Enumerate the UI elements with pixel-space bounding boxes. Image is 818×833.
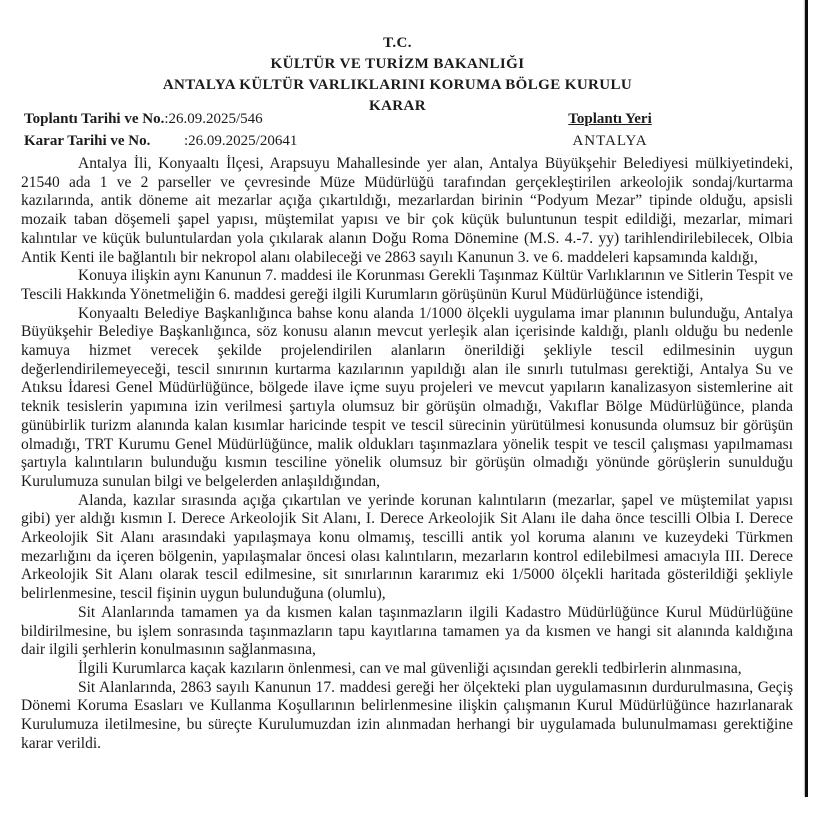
header-republic-line: T.C. (383, 35, 412, 51)
decision-paragraph-3: Konyaaltı Belediye Başkanlığınca bahse konu alanda 1/1000 ölçekli uygulama imar planının bulunduğu, Antalya Büyükşehir Belediye Başkanlığınca, söz konusu alanın mevcut yerleşik alan içerisinde kaldığı, planlı olduğu bu nedenle kamuya hizmet verecek şekilde projelendirilen alanların önerildiği şekliyle tescil edilmesinin uygun değerlendirilemeyeceği, tescil sınırının kurtarma kazılarının yapıldığı alan ile sınırlı tutulması gerektiği, Antalya Su ve Atıksu İdaresi Genel Müdürlüğünce, bölgede ilave içme suyu projeleri ve mevcut yapıların kanalizasyon sistemlerine ait teknik tesislerin yapımına izin verilmesi şartıyla olumsuz bir görüşün olmadığı, Vakıflar Bölge Müdürlüğünce, planda günübirlik turizm alanında kalan kısımlar haricinde tespit ve tescil sürecinin yürütülmesi konusunda olumsuz bir görüşün olmadığı, TRT Kurumu Genel Müdürlüğünce, malik oldukları taşınmazlara yönelik tespit ve tescil çalışması yapılmaması şartıyla kalıntıların bulunduğu kısmın tesciline yönelik olumsuz bir görüşün olmadığı yönünde görüşlerin sunulduğu Kurulumuza sunulan bilgi ve belgelerden anlaşıldığından, (21, 304, 793, 490)
meeting-date-label: Toplantı Tarihi ve No. (24, 111, 165, 127)
decision-date-label: Karar Tarihi ve No. (24, 132, 151, 149)
meeting-place-block (525, 109, 695, 152)
document-header (0, 33, 795, 117)
decision-paragraph-4: Alanda, kazılar sırasında açığa çıkartılan ve yerinde korunan kalıntıların (mezarlar, şapel ve müştemilat yapısı gibi) yer aldığı kısmın I. Derece Arkeolojik Sit Alanı, I. Derece Arkeolojik Sit Alanı ile daha önce tescilli Olbia I. Derece Arkeolojik Sit Alanı arasındaki yapılaşmaya konu olmamış, tescilli antik yol koruma alanını ve kuzeydeki Türkmen mezarlığını da içeren bölgenin, yapılaşmalar öncesi olası kalıntıların, mezarların kontrol edilebilmesi amacıyla III. Derece Arkeolojik Sit Alanı olarak tescil edilmesine, sit sınırlarının kararımız eki 1/5000 ölçekli haritada gösterildiği şekliyle belirlenmesine, tescil fişinin uygun bulunduğuna (olumlu), (21, 491, 793, 603)
decision-paragraph-5: Sit Alanlarında tamamen ya da kısmen kalan taşınmazların ilgili Kadastro Müdürlüğünce Kurul Müdürlüğüne bildirilmesine, bu işlem sonrasında taşınmazların tapu kayıtlarına tamamen ya da kısmen ve hangi sit alanında kaldığına dair ilgili şerhlerin konulmasının sağlanmasına, (21, 603, 793, 659)
decision-paragraph-1: Antalya İli, Konyaaltı İlçesi, Arapsuyu Mahallesinde yer alan, Antalya Büyükşehir Belediyesi mülkiyetindeki, 21540 ada 1 ve 2 parseller ve çevresinde Müze Müdürlüğü tarafından gerçekleştirilen arkeolojik sondaj/kurtarma kazılarında, antik döneme ait mezarlar açığa çıkartıldığı, mezarlardan birinin “Podyum Mezar” tipinde olduğu, apsisli mozaik taban döşemeli şapel yapısı, müştemilat yapısı ve bir çok küçük buluntunun tespit edildiği, mezarlar, mimari kalıntılar ve küçük buluntulardan yola çıkılarak alanın Doğu Roma Dönemine (M.S. 4.-7. yy) tarihlendirilebilecek, Olbia Antik Kenti ile bağlantılı bir nekropol alanı olabileceği ve 2863 sayılı Kanunun 3. ve 6. maddeleri kapsamında kaldığı, (21, 155, 793, 266)
decision-date-value: :26.09.2025/20641 (184, 132, 298, 149)
decision-body (21, 155, 793, 754)
decision-paragraph-7: Sit Alanlarında, 2863 sayılı Kanunun 17. maddesi gereği her ölçekteki plan uygulamasının durdurulmasına, Geçiş Dönemi Koruma Esasları ve Kullanma Koşullarının belirlenmesine ilişkin çalışmanın Kurul Müdürlüğünce hazırlanarak Kurulumuza iletilmesine, bu süreçte Kurulumuzdan izin alınmadan herhangi bir uygulamada bulunulmaması gerektiğine karar verildi. (21, 678, 793, 752)
decision-paragraph-6: İlgili Kurumlarca kaçak kazıların önlenmesi, can ve mal güvenliği açısından gerekli tedbirlerin alınmasına, (78, 659, 742, 677)
meeting-place-label: Toplantı Yeri (568, 111, 652, 127)
meeting-place-value: ANTALYA (572, 132, 648, 149)
meta-block (24, 109, 795, 152)
scan-artifact-vertical-line (805, 0, 808, 797)
meeting-date-value: :26.09.2025/546 (164, 111, 263, 127)
header-board-line: ANTALYA KÜLTÜR VARLIKLARINI KORUMA BÖLGE KURULU (162, 77, 633, 93)
header-decision-line: KARAR (369, 98, 426, 114)
decision-paragraph-2: Konuya ilişkin aynı Kanunun 7. maddesi ile Korunması Gerekli Taşınmaz Kültür Varlıklarının ve Sitlerin Tespit ve Tescili Hakkında Yönetmeliğin 6. maddesi gereği ilgili Kurumların görüşünün Kurul Müdürlüğünce istendiği, (21, 267, 793, 303)
header-ministry-line: KÜLTÜR VE TURİZM BAKANLIĞI (270, 56, 525, 72)
